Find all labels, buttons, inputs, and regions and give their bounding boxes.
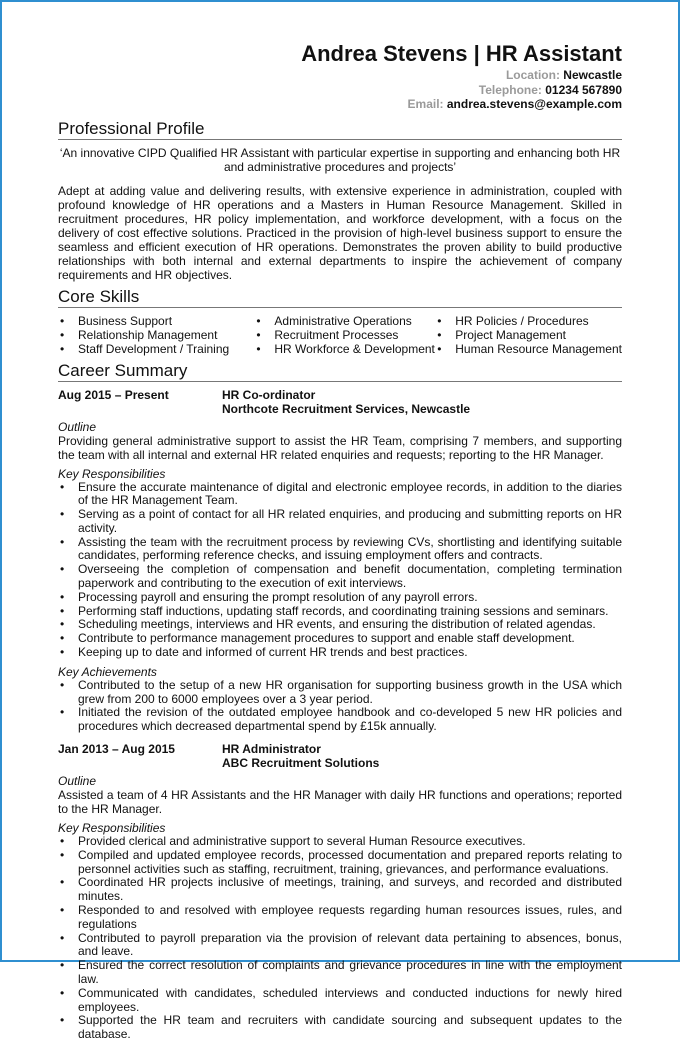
location-label: Location:: [505, 68, 560, 82]
responsibilities-list: [58, 481, 622, 660]
list-item: • Contributed to the setup of a new HR organisation for supporting business growth in the USA which grew from 200 to 6000 employees over a 3 year period.: [58, 679, 622, 707]
list-item: • Performing staff inductions, updating staff records, and coordinating training sessions and seminars.: [58, 605, 622, 619]
list-item: • Scheduling meetings, interviews and HR events, and ensuring the distribution of related agendas.: [58, 618, 622, 632]
skill-item: • Human Resource Management: [435, 342, 622, 356]
contact-telephone: [58, 83, 622, 98]
skills-list: [58, 314, 622, 356]
email-label: Email:: [407, 97, 444, 111]
list-item: • Responded to and resolved with employee requests regarding human resources issues, rules, and regulations: [58, 904, 622, 932]
list-item: • Ensured the correct resolution of complaints and grievance procedures in line with the employment law.: [58, 959, 622, 987]
skill-item: • Relationship Management: [58, 328, 254, 342]
skill-item: • Business Support: [58, 314, 254, 328]
list-item: • Compiled and updated employee records, processed documentation and prepared reports relating to personnel activities such as staffing, recruitment, training, grievances, and performance evaluations.: [58, 849, 622, 877]
list-item: • Communicated with candidates, scheduled interviews and conducted inductions for newly hired employees.: [58, 987, 622, 1015]
job-outline: Providing general administrative support to assist the HR Team, comprising 7 members, and supporting the team with all internal and external HR related enquiries and requests; reporting to the HR Manager.: [58, 433, 622, 462]
list-item: • Serving as a point of contact for all HR related enquiries, and producing and submitting reports on HR activity.: [58, 508, 622, 536]
skill-item: • Recruitment Processes: [254, 328, 435, 342]
candidate-name: Andrea Stevens | HR Assistant: [301, 41, 622, 66]
skills-column-3: [435, 314, 622, 356]
outline-label: Outline: [58, 774, 97, 789]
list-item: • Supported the HR team and recruiters with candidate sourcing and subsequent updates to the database.: [58, 1014, 622, 1042]
contact-email: [58, 97, 622, 112]
skills-heading: Core Skills: [58, 288, 622, 308]
location-value: Newcastle: [563, 68, 622, 82]
skill-item: • HR Workforce & Development: [254, 342, 435, 356]
outline-label: Outline: [58, 419, 97, 434]
responsibilities-label: Key Responsibilities: [58, 466, 166, 481]
profile-paragraph: Adept at adding value and delivering results, with extensive experience in administration, coupled with profound knowledge of HR operations and a Masters in Human Resource Management. Skilled in recruitment procedures, HR policy implementation, and workforce development, with a focus on the delivery of cost effective solutions. Practiced in the provision of high-level business support to ensure the seamless and efficient execution of HR operations. Demonstrates the proven ability to build productive relationships with both internal and external departments to inspire the achievement of company requirements and HR objectives.: [58, 183, 622, 282]
telephone-label: Telephone:: [478, 82, 542, 97]
responsibilities-label: Key Responsibilities: [58, 821, 166, 836]
contact-location: [58, 68, 622, 83]
job-dates: Aug 2015 – Present: [58, 387, 169, 402]
job-role: HR Administrator: [222, 742, 321, 757]
list-item: • Initiated the revision of the outdated employee handbook and co-developed 5 new HR policies and procedures which decreased departmental spend by £15k annually.: [58, 706, 622, 734]
job-header: [58, 742, 622, 770]
list-item: • Keeping up to date and informed of current HR trends and best practices.: [58, 646, 622, 660]
skill-item: • HR Policies / Procedures: [435, 314, 622, 328]
job-header: [58, 388, 622, 416]
profile-heading: Professional Profile: [58, 120, 622, 140]
skills-column-1: [58, 314, 254, 356]
list-item: • Coordinated HR projects inclusive of meetings, training, and surveys, and recorded and distributed minutes.: [58, 876, 622, 904]
cv-content: [58, 40, 622, 1042]
career-heading: Career Summary: [58, 362, 622, 382]
list-item: • Ensure the accurate maintenance of digital and electronic employee records, in addition to the diaries of the HR Management Team.: [58, 481, 622, 509]
job-outline: Assisted a team of 4 HR Assistants and the HR Manager with daily HR functions and operations; reported to the HR Manager.: [58, 788, 622, 817]
job-dates: Jan 2013 – Aug 2015: [58, 742, 175, 757]
job-role: HR Co-ordinator: [222, 387, 316, 402]
telephone-value: 01234 567890: [545, 82, 622, 97]
job-company: Northcote Recruitment Services, Newcastle: [222, 401, 471, 416]
email-value[interactable]: andrea.stevens@example.com: [446, 97, 622, 111]
skill-item: • Administrative Operations: [254, 314, 435, 328]
list-item: • Processing payroll and ensuring the prompt resolution of any payroll errors.: [58, 591, 622, 605]
achievements-list: [58, 679, 622, 734]
skills-column-2: [254, 314, 435, 356]
list-item: • Provided clerical and administrative support to several Human Resource executives.: [58, 835, 622, 849]
profile-quote: ‘An innovative CIPD Qualified HR Assistant with particular expertise in supporting and enhancing both HR and administrative procedures and projects’: [59, 145, 621, 174]
job-entry: [58, 742, 622, 1042]
job-title-block: [222, 388, 470, 416]
job-company: ABC Recruitment Solutions: [222, 756, 380, 771]
list-item: • Contributed to payroll preparation via the provision of relevant data pertaining to absences, bonus, and leave.: [58, 932, 622, 960]
skill-item: • Project Management: [435, 328, 622, 342]
list-item: • Contribute to performance management procedures to support and enable staff development.: [58, 632, 622, 646]
skill-item: • Staff Development / Training: [58, 342, 254, 356]
list-item: • Overseeing the completion of compensation and benefit documentation, completing termination paperwork and contributing to the execution of exit interviews.: [58, 563, 622, 591]
responsibilities-list: [58, 835, 622, 1042]
job-title-block: [222, 742, 379, 770]
job-entry: [58, 388, 622, 735]
list-item: • Assisting the team with the recruitment process by reviewing CVs, shortlisting and identifying suitable candidates, performing reference checks, and issuing employment offers and contracts.: [58, 536, 622, 564]
achievements-label: Key Achievements: [58, 664, 157, 679]
